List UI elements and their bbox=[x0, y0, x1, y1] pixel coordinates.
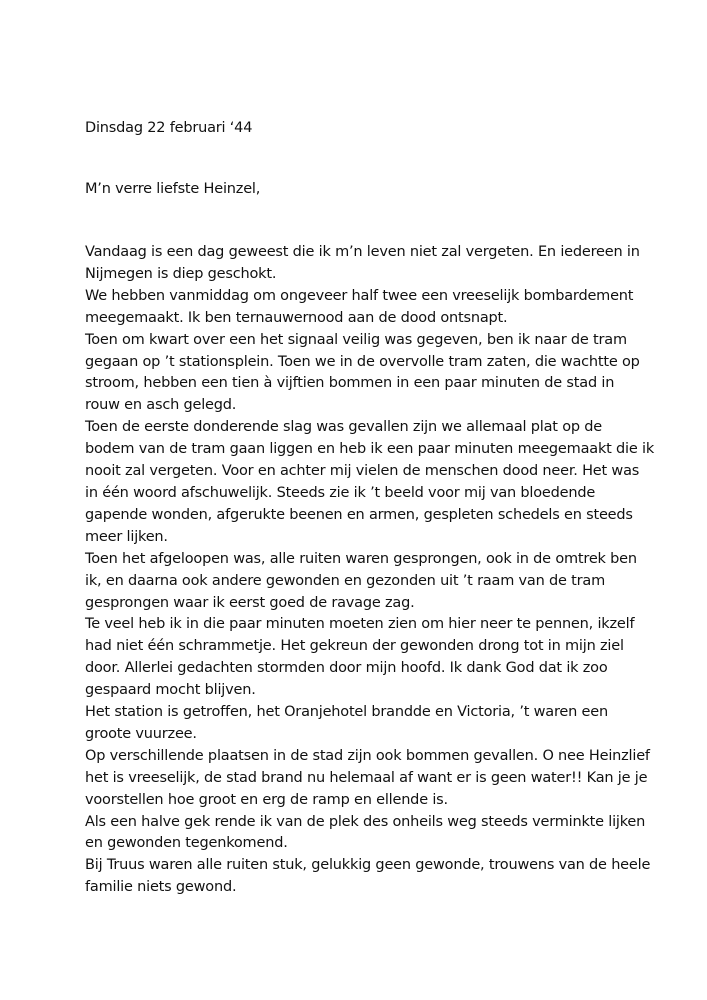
body-line: Toen het afgeloopen was, alle ruiten waren gesprongen, ook in de omtrek ben bbox=[85, 550, 637, 567]
body-line: Bij Truus waren alle ruiten stuk, gelukkig geen gewonde, trouwens van de heele bbox=[85, 857, 651, 874]
body-line: Nijmegen is diep geschokt. bbox=[85, 265, 277, 282]
letter-date: Dinsdag 22 februari ‘44 bbox=[85, 120, 253, 136]
letter-body bbox=[85, 242, 655, 899]
body-line: meer lijken. bbox=[85, 528, 168, 545]
body-line: Op verschillende plaatsen in de stad zijn ook bommen gevallen. O nee Heinzlief bbox=[85, 747, 650, 764]
body-line: had niet één schrammetje. Het gekreun der gewonden drong tot in mijn ziel bbox=[85, 638, 624, 655]
body-line: gespaard mocht blijven. bbox=[85, 682, 256, 699]
body-line: meegemaakt. Ik ben ternauwernood aan de dood ontsnapt. bbox=[85, 309, 508, 326]
body-line: door. Allerlei gedachten stormden door mijn hoofd. Ik dank God dat ik zoo bbox=[85, 660, 608, 677]
body-line: en gewonden tegenkomend. bbox=[85, 835, 288, 852]
body-line: familie niets gewond. bbox=[85, 879, 237, 896]
body-line: bodem van de tram gaan liggen en heb ik een paar minuten meegemaakt die ik bbox=[85, 441, 655, 458]
body-line: het is vreeselijk, de stad brand nu helemaal af want er is geen water!! Kan je je bbox=[85, 769, 648, 786]
body-line: rouw en asch gelegd. bbox=[85, 397, 237, 414]
body-line: Toen om kwart over een het signaal veilig was gegeven, ben ik naar de tram bbox=[85, 331, 627, 348]
body-line: Toen de eerste donderende slag was gevallen zijn we allemaal plat op de bbox=[85, 419, 603, 436]
letter-salutation: M’n verre liefste Heinzel, bbox=[85, 181, 261, 197]
body-line: voorstellen hoe groot en erg de ramp en ellende is. bbox=[85, 791, 448, 808]
body-line: Te veel heb ik in die paar minuten moeten zien om hier neer te pennen, ikzelf bbox=[85, 616, 635, 633]
body-line: gapende wonden, afgerukte beenen en armen, gespleten schedels en steeds bbox=[85, 506, 633, 523]
body-line: groote vuurzee. bbox=[85, 725, 197, 742]
body-line: in één woord afschuwelijk. Steeds zie ik ’t beeld voor mij van bloedende bbox=[85, 484, 596, 501]
body-line: Als een halve gek rende ik van de plek des onheils weg steeds verminkte lijken bbox=[85, 813, 646, 830]
body-line: gesprongen waar ik eerst goed de ravage zag. bbox=[85, 594, 415, 611]
body-line: Vandaag is een dag geweest die ik m’n leven niet zal vergeten. En iedereen in bbox=[85, 244, 640, 260]
body-line: gegaan op ’t stationsplein. Toen we in de overvolle tram zaten, die wachtte op bbox=[85, 353, 640, 370]
body-line: stroom, hebben een tien à vijftien bommen in een paar minuten de stad in bbox=[85, 375, 615, 392]
body-line: ik, en daarna ook andere gewonden en gezonden uit ’t raam van de tram bbox=[85, 572, 606, 589]
body-line: We hebben vanmiddag om ongeveer half twee een vreeselijk bombardement bbox=[85, 287, 634, 304]
body-line: nooit zal vergeten. Voor en achter mij vielen de menschen dood neer. Het was bbox=[85, 463, 640, 480]
body-line: Het station is getroffen, het Oranjehotel brandde en Victoria, ’t waren een bbox=[85, 704, 608, 721]
